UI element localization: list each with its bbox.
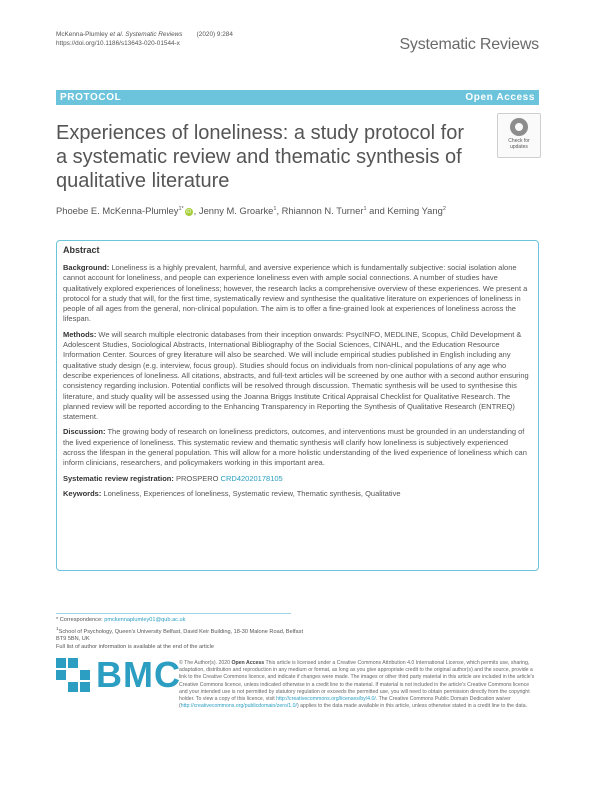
check-for-updates-badge[interactable] bbox=[497, 113, 541, 158]
running-header bbox=[56, 30, 233, 48]
registration-label: Systematic review registration: bbox=[63, 473, 174, 483]
doi-link[interactable]: https://doi.org/10.1186/s13643-020-01544-x bbox=[56, 40, 180, 47]
license-url-1[interactable]: http://creativecommons.org/licenses/by/4.0/ bbox=[276, 696, 376, 703]
author-4-affiliation: 2 bbox=[442, 205, 446, 212]
abstract-registration bbox=[63, 474, 532, 484]
author-1: Phoebe E. McKenna-Plumley bbox=[56, 205, 179, 216]
license-text-1: This article is licensed under a Creative Commons Attribution 4.0 International License, which permits use, sharing, adaptation, distribution and reproduction in any medium or format, as long as you give appropriate credit to the original author(s) and the source, provide a link to the Creative Commons licence, and indicate if changes were made. The images or other third party material in this article are included in the article's Creative Commons licence, unless indicated otherwise in a credit line to the material. If material is not included in the article's Creative Commons licence and your intended use is not permitted by statutory regulation or exceeds the permitted use, you will need to obtain permission directly from the copyright holder. To view a copy of this licence, visit bbox=[179, 660, 535, 703]
journal-name: Systematic Reviews bbox=[399, 36, 539, 53]
registration-id-link[interactable]: CRD42020178105 bbox=[220, 473, 283, 483]
discussion-text: The growing body of research on loneliness predictors, outcomes, and interventions must be grounded in an understanding of the lived experience of loneliness. This systematic review and thematic synthesis will clarify how loneliness is subjectively experienced across the lifespan in the general population. This will allow for a more holistic understanding of the lived experience of loneliness which can inform clinicians, researchers, and policymakers working in this important area. bbox=[63, 427, 527, 468]
methods-label: Methods: bbox=[63, 329, 97, 339]
abstract-keywords bbox=[63, 489, 532, 499]
author-list bbox=[56, 205, 446, 216]
license-open-access: Open Access bbox=[231, 660, 265, 666]
open-access-label: Open Access bbox=[465, 92, 535, 103]
background-label: Background: bbox=[63, 263, 110, 272]
license-text-2: . The Creative Commons Public Domain Dedication waiver ( bbox=[179, 696, 511, 710]
author-4: and Keming Yang bbox=[366, 205, 443, 216]
orcid-icon[interactable]: iD bbox=[186, 208, 192, 215]
bmc-logo bbox=[56, 654, 181, 696]
license-text-3: ) applies to the data made available in this article, unless otherwise stated in a credit line to the data. bbox=[296, 703, 528, 710]
author-2-affiliation: 1 bbox=[273, 205, 277, 212]
citation-authors: McKenna-Plumley bbox=[56, 31, 110, 38]
article-type-label: PROTOCOL bbox=[60, 92, 122, 103]
registration-text: PROSPERO bbox=[173, 473, 221, 483]
check-for-updates-icon bbox=[510, 118, 528, 136]
bmc-logo-icon bbox=[56, 658, 90, 692]
discussion-label: Discussion: bbox=[63, 427, 106, 437]
correspondence-footnote bbox=[56, 617, 306, 652]
citation-year: (2020) 9:284 bbox=[196, 31, 233, 38]
abstract-box bbox=[56, 240, 539, 571]
background-text: Loneliness is a highly prevalent, harmful, and aversive experience which is fundamentally subjective: social isolation alone cannot account for loneliness, and people can experience loneliness even with ample social connections. A number of studies have qualitatively explored experiences of loneliness; however, the research lacks a comprehensive overview of these experiences. We present a protocol for a study that will, for the first time, systematically review and synthesise the qualitative literature on experiences of loneliness in people of all ages from the general, non-clinical population. The aim is to offer a fine-grained look at experiences of loneliness across the lifespan. bbox=[63, 263, 528, 324]
abstract-methods bbox=[63, 330, 532, 423]
license-statement bbox=[179, 660, 539, 710]
license-url-2[interactable]: http://creativecommons.org/publicdomain/zero/1.0/ bbox=[180, 703, 297, 710]
bmc-logo-text: BMC bbox=[96, 654, 181, 695]
correspondence-prefix: * Correspondence: bbox=[56, 617, 105, 623]
citation-journal: et al. Systematic Reviews bbox=[109, 31, 183, 38]
abstract-background bbox=[63, 263, 532, 325]
correspondence-email-link[interactable]: pmckennaplumley01@qub.ac.uk bbox=[104, 617, 186, 623]
affiliation-sup: 1 bbox=[56, 625, 59, 631]
author-2: , Jenny M. Groarke bbox=[193, 205, 274, 216]
abstract-heading: Abstract bbox=[63, 245, 100, 255]
check-for-updates-line1: Check for bbox=[508, 138, 530, 144]
methods-text: We will search multiple electronic databases from their inception onwards: PsycINFO, MEDLINE, Scopus, Child Development & Adolescent Studies, Sociological Abstracts, International Bibliography of the Social Sciences, CINAHL, and the Education Resource Information Center. Sources of grey literature will also be searched. We will include empirical studies published in English including any qualitative study design (e.g. interview, focus group). Studies should focus on individuals from non-clinical populations of any age who describe experiences of loneliness. All citations, abstracts, and full-text articles will be screened by one author with a second author ensuring consistency regarding inclusion. Potential conflicts will be resolved through discussion. Thematic synthesis will be used to synthesise this literature, and study quality will be assessed using the Joanna Briggs Institute Critical Appraisal Checklist for Qualitative Research. The planned review will be reported according to the Enhancing Transparency in Reporting the Synthesis of Qualitative Research (ENTREQ) statement. bbox=[63, 329, 529, 422]
license-copyright: © The Author(s). 2020 bbox=[179, 660, 232, 666]
author-3-affiliation: 1 bbox=[363, 205, 367, 212]
article-title: Experiences of loneliness: a study protocol for a systematic review and thematic synthesis of qualitative literature bbox=[56, 122, 464, 192]
affiliation-text: School of Psychology, Queen's University Belfast, David Keir Building, 18-30 Malone Road, Belfast BT9 5BN, UK bbox=[56, 628, 304, 643]
abstract-discussion bbox=[63, 427, 532, 468]
keywords-text: Loneliness, Experiences of loneliness, Systematic review, Thematic synthesis, Qualitative bbox=[101, 488, 401, 498]
footnote-divider bbox=[56, 613, 291, 614]
check-for-updates-line2: updates bbox=[510, 144, 528, 150]
author-3: , Rhiannon N. Turner bbox=[276, 205, 364, 216]
article-type-band bbox=[56, 90, 539, 105]
author-1-affiliation: 1* bbox=[178, 205, 184, 212]
keywords-label: Keywords: bbox=[63, 488, 102, 498]
author-info-note: Full list of author information is available at the end of the article bbox=[56, 644, 214, 651]
